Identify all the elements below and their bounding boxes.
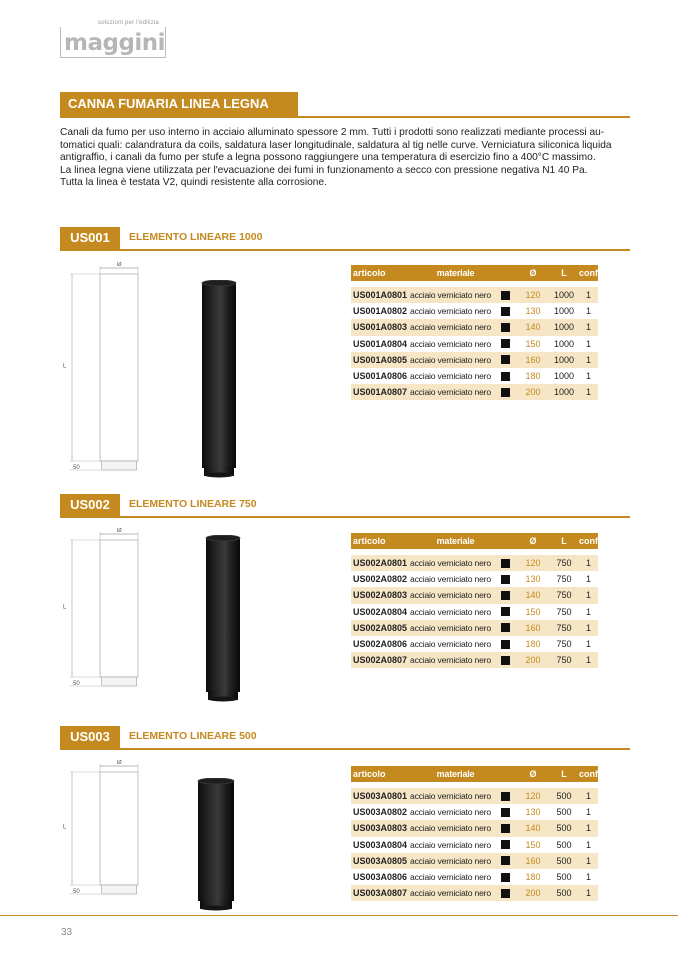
cell-conf: 1: [585, 888, 591, 899]
cell-materiale: acciaio verniciato nero: [410, 823, 491, 834]
cell-materiale: acciaio verniciato nero: [410, 855, 491, 866]
cell-diameter: 120: [525, 558, 541, 569]
table-row: [351, 384, 598, 400]
cell-diameter: 150: [525, 606, 541, 617]
black-color-swatch-icon: [501, 559, 510, 568]
cell-length: 750: [556, 639, 572, 650]
table-row: [351, 837, 598, 853]
intro-line: tomatici quali: calandratura da coils, saldatura laser longitudinale, saldatura al tig nelle curve. Verniciatura siliconica liquida: [60, 139, 612, 151]
intro-line: antigraffio, i canali da fumo per stufe a legna possono raggiungere una temperatura di esercizio fino a 400°C massimo.: [60, 152, 596, 164]
cell-conf: 1: [585, 622, 591, 633]
socket-outline: [102, 885, 137, 894]
table-row: [351, 587, 598, 603]
cell-materiale: acciaio verniciato nero: [410, 888, 491, 899]
pipe-photo-svg: [200, 280, 238, 478]
cell-color-swatch: [501, 623, 517, 632]
table-row: [351, 604, 598, 620]
product-code-badge: US003: [60, 726, 120, 748]
cell-color-swatch: [501, 575, 517, 584]
table-row: [351, 368, 598, 384]
cell-diameter: 160: [525, 354, 541, 365]
cell-length: 1000: [553, 371, 575, 382]
product-table: [351, 265, 601, 400]
cell-articolo: US003A0804: [353, 839, 408, 850]
pipe-top-rim: [198, 778, 234, 784]
cell-conf: 1: [585, 574, 591, 585]
technical-drawing: [58, 528, 148, 696]
cell-articolo: US002A0807: [353, 655, 408, 666]
black-color-swatch-icon: [501, 873, 510, 882]
cell-articolo: US003A0801: [353, 791, 408, 802]
black-color-swatch-icon: [501, 889, 510, 898]
cell-length: 750: [556, 590, 572, 601]
cell-materiale: acciaio verniciato nero: [410, 655, 491, 666]
cell-length: 1000: [553, 354, 575, 365]
technical-drawing: [58, 262, 148, 480]
black-color-swatch-icon: [501, 623, 510, 632]
diameter-label: Ø: [117, 760, 122, 766]
cell-diameter: 130: [525, 306, 541, 317]
footer-rule: [0, 915, 678, 916]
column-header-diameter: Ø: [529, 536, 537, 546]
technical-drawing: [58, 760, 148, 904]
cell-articolo: US002A0801: [353, 558, 408, 569]
cell-diameter: 200: [525, 655, 541, 666]
cell-materiale: acciaio verniciato nero: [410, 371, 491, 382]
cell-color-swatch: [501, 559, 517, 568]
cell-diameter: 120: [525, 290, 541, 301]
cell-conf: 1: [585, 371, 591, 382]
table-row: [351, 853, 598, 869]
cell-materiale: acciaio verniciato nero: [410, 622, 491, 633]
column-header-articolo: articolo: [353, 536, 386, 546]
socket-outline: [102, 461, 137, 470]
cell-materiale: acciaio verniciato nero: [410, 872, 491, 883]
socket-length-label: 50: [73, 465, 80, 471]
cell-conf: 1: [585, 791, 591, 802]
cell-color-swatch: [501, 792, 517, 801]
pipe-bottom-rim: [200, 906, 232, 911]
cell-conf: 1: [585, 823, 591, 834]
pipe-top-rim: [206, 535, 240, 541]
cell-conf: 1: [585, 354, 591, 365]
product-title: ELEMENTO LINEARE 1000: [129, 231, 263, 243]
cell-diameter: 160: [525, 622, 541, 633]
cell-articolo: US001A0807: [353, 387, 408, 398]
black-color-swatch-icon: [501, 575, 510, 584]
diameter-label: Ø: [117, 528, 122, 534]
column-header-length: L: [561, 769, 567, 779]
cell-diameter: 150: [525, 338, 541, 349]
cell-articolo: US002A0805: [353, 622, 408, 633]
table-row: [351, 804, 598, 820]
cell-materiale: acciaio verniciato nero: [410, 387, 491, 398]
cell-materiale: acciaio verniciato nero: [410, 807, 491, 818]
cell-diameter: 120: [525, 791, 541, 802]
cell-diameter: 180: [525, 872, 541, 883]
table-header: [351, 766, 601, 782]
cell-color-swatch: [501, 656, 517, 665]
cell-articolo: US001A0806: [353, 371, 408, 382]
cell-conf: 1: [585, 590, 591, 601]
intro-line: La linea legna viene utilizzata per l'evacuazione dei fumi in funzionamento a secco con pressione negativa N1 40 Pa.: [60, 164, 588, 176]
length-label: L: [63, 824, 67, 831]
cell-articolo: US003A0805: [353, 855, 408, 866]
cell-length: 1000: [553, 338, 575, 349]
brand-name: maggini: [64, 30, 166, 56]
black-color-swatch-icon: [501, 640, 510, 649]
length-label: L: [63, 604, 67, 611]
cell-length: 500: [556, 807, 572, 818]
table-row: [351, 788, 598, 804]
cell-color-swatch: [501, 355, 517, 364]
cell-color-swatch: [501, 372, 517, 381]
pipe-bottom-rim: [208, 697, 238, 702]
pipe-photo-svg: [196, 778, 236, 911]
table-row: [351, 555, 598, 571]
length-label: L: [63, 363, 67, 370]
cell-materiale: acciaio verniciato nero: [410, 558, 491, 569]
column-header-articolo: articolo: [353, 268, 386, 278]
black-color-swatch-icon: [501, 323, 510, 332]
cell-conf: 1: [585, 655, 591, 666]
intro-line: Canali da fumo per uso interno in acciaio alluminato spessore 2 mm. Tutti i prodotti sono realizzati mediante processi au-: [60, 127, 605, 138]
black-color-swatch-icon: [501, 307, 510, 316]
brand-logo: [60, 20, 168, 60]
cell-conf: 1: [585, 290, 591, 301]
cell-diameter: 180: [525, 639, 541, 650]
table-row: [351, 636, 598, 652]
table-row: [351, 336, 598, 352]
cell-color-swatch: [501, 607, 517, 616]
cell-color-swatch: [501, 840, 517, 849]
column-header-materiale: materiale: [436, 268, 475, 278]
black-color-swatch-icon: [501, 591, 510, 600]
column-header-materiale: materiale: [436, 769, 475, 779]
cell-conf: 1: [585, 338, 591, 349]
cell-materiale: acciaio verniciato nero: [410, 322, 491, 333]
cell-length: 750: [556, 622, 572, 633]
table-row: [351, 869, 598, 885]
pipe-body: [206, 538, 240, 692]
product-title-rule: [60, 516, 630, 518]
cell-color-swatch: [501, 291, 517, 300]
cell-conf: 1: [585, 855, 591, 866]
cell-materiale: acciaio verniciato nero: [410, 574, 491, 585]
cell-color-swatch: [501, 388, 517, 397]
cell-length: 500: [556, 872, 572, 883]
cell-diameter: 180: [525, 371, 541, 382]
cell-articolo: US002A0804: [353, 606, 408, 617]
table-row: [351, 652, 598, 668]
cell-color-swatch: [501, 323, 517, 332]
cell-length: 500: [556, 855, 572, 866]
cell-articolo: US002A0803: [353, 590, 408, 601]
table-row: [351, 319, 598, 335]
table-row: [351, 352, 598, 368]
cell-color-swatch: [501, 824, 517, 833]
cell-diameter: 150: [525, 839, 541, 850]
black-color-swatch-icon: [501, 339, 510, 348]
socket-length-label: 50: [73, 681, 80, 687]
cell-articolo: US001A0801: [353, 290, 408, 301]
product-code-badge: US002: [60, 494, 120, 516]
cell-articolo: US002A0806: [353, 639, 408, 650]
cell-articolo: US003A0803: [353, 823, 408, 834]
cell-conf: 1: [585, 387, 591, 398]
pipe-photo: [204, 535, 242, 707]
column-header-conf: conf.: [579, 536, 601, 546]
cell-articolo: US001A0803: [353, 322, 408, 333]
cell-color-swatch: [501, 307, 517, 316]
black-color-swatch-icon: [501, 291, 510, 300]
cell-conf: 1: [585, 839, 591, 850]
cell-materiale: acciaio verniciato nero: [410, 338, 491, 349]
section-title: CANNA FUMARIA LINEA LEGNA: [60, 92, 298, 116]
table-row: [351, 571, 598, 587]
socket-length-label: 50: [73, 889, 80, 895]
cell-length: 750: [556, 558, 572, 569]
cell-materiale: acciaio verniciato nero: [410, 290, 491, 301]
cell-diameter: 140: [525, 590, 541, 601]
cell-color-swatch: [501, 889, 517, 898]
cell-conf: 1: [585, 807, 591, 818]
cell-color-swatch: [501, 591, 517, 600]
column-header-diameter: Ø: [529, 769, 537, 779]
cell-length: 500: [556, 839, 572, 850]
cell-length: 500: [556, 791, 572, 802]
product-title: ELEMENTO LINEARE 750: [129, 498, 257, 510]
cell-length: 500: [556, 888, 572, 899]
page-number: 33: [61, 927, 73, 938]
diameter-label: Ø: [117, 262, 122, 268]
cell-materiale: acciaio verniciato nero: [410, 839, 491, 850]
pipe-outline: [100, 540, 138, 677]
pipe-body: [202, 283, 236, 468]
cell-materiale: acciaio verniciato nero: [410, 590, 491, 601]
drawing-svg: [58, 528, 148, 696]
cell-diameter: 200: [525, 387, 541, 398]
cell-diameter: 130: [525, 807, 541, 818]
cell-diameter: 130: [525, 574, 541, 585]
cell-diameter: 160: [525, 855, 541, 866]
table-header: [351, 265, 601, 281]
cell-materiale: acciaio verniciato nero: [410, 354, 491, 365]
product-table: [351, 766, 601, 901]
table-row: [351, 287, 598, 303]
pipe-photo-svg: [204, 535, 242, 702]
intro-text: [60, 127, 632, 190]
cell-length: 500: [556, 823, 572, 834]
column-header-conf: conf.: [579, 769, 601, 779]
table-row: [351, 620, 598, 636]
column-header-articolo: articolo: [353, 769, 386, 779]
cell-color-swatch: [501, 873, 517, 882]
intro-line: Tutta la linea è testata V2, quindi resistente alla corrosione.: [60, 177, 327, 189]
cell-articolo: US001A0804: [353, 338, 408, 349]
cell-diameter: 140: [525, 823, 541, 834]
table-row: [351, 820, 598, 836]
pipe-photo: [200, 280, 238, 483]
cell-length: 750: [556, 606, 572, 617]
cell-articolo: US001A0805: [353, 354, 408, 365]
cell-length: 750: [556, 655, 572, 666]
black-color-swatch-icon: [501, 355, 510, 364]
cell-color-swatch: [501, 339, 517, 348]
cell-articolo: US002A0802: [353, 574, 408, 585]
cell-length: 1000: [553, 290, 575, 301]
black-color-swatch-icon: [501, 656, 510, 665]
cell-articolo: US001A0802: [353, 306, 408, 317]
column-header-length: L: [561, 536, 567, 546]
cell-materiale: acciaio verniciato nero: [410, 306, 491, 317]
section-title-rule: [60, 116, 630, 118]
black-color-swatch-icon: [501, 607, 510, 616]
cell-conf: 1: [585, 872, 591, 883]
product-title: ELEMENTO LINEARE 500: [129, 730, 257, 742]
product-title-rule: [60, 249, 630, 251]
black-color-swatch-icon: [501, 856, 510, 865]
black-color-swatch-icon: [501, 388, 510, 397]
cell-materiale: acciaio verniciato nero: [410, 791, 491, 802]
cell-materiale: acciaio verniciato nero: [410, 606, 491, 617]
column-header-diameter: Ø: [529, 268, 537, 278]
pipe-photo: [196, 778, 236, 916]
column-header-conf: conf.: [579, 268, 601, 278]
cell-conf: 1: [585, 558, 591, 569]
socket-outline: [102, 677, 137, 686]
black-color-swatch-icon: [501, 840, 510, 849]
cell-conf: 1: [585, 639, 591, 650]
black-color-swatch-icon: [501, 808, 510, 817]
cell-articolo: US003A0807: [353, 888, 408, 899]
cell-conf: 1: [585, 306, 591, 317]
cell-articolo: US003A0802: [353, 807, 408, 818]
cell-conf: 1: [585, 606, 591, 617]
cell-length: 1000: [553, 322, 575, 333]
cell-conf: 1: [585, 322, 591, 333]
cell-materiale: acciaio verniciato nero: [410, 639, 491, 650]
pipe-outline: [100, 772, 138, 885]
product-title-rule: [60, 748, 630, 750]
brand-tagline: soluzioni per l'edilizia: [98, 20, 159, 26]
cell-color-swatch: [501, 640, 517, 649]
product-table: [351, 533, 601, 668]
product-code-badge: US001: [60, 227, 120, 249]
black-color-swatch-icon: [501, 792, 510, 801]
black-color-swatch-icon: [501, 824, 510, 833]
cell-diameter: 140: [525, 322, 541, 333]
cell-color-swatch: [501, 856, 517, 865]
column-header-materiale: materiale: [436, 536, 475, 546]
cell-diameter: 200: [525, 888, 541, 899]
table-row: [351, 303, 598, 319]
table-row: [351, 885, 598, 901]
cell-length: 750: [556, 574, 572, 585]
drawing-svg: [58, 262, 148, 480]
cell-length: 1000: [553, 306, 575, 317]
pipe-bottom-rim: [204, 473, 234, 478]
pipe-top-rim: [202, 280, 236, 286]
pipe-body: [198, 781, 234, 901]
cell-articolo: US003A0806: [353, 872, 408, 883]
column-header-length: L: [561, 268, 567, 278]
cell-color-swatch: [501, 808, 517, 817]
black-color-swatch-icon: [501, 372, 510, 381]
pipe-outline: [100, 274, 138, 461]
cell-length: 1000: [553, 387, 575, 398]
table-header: [351, 533, 601, 549]
drawing-svg: [58, 760, 148, 904]
